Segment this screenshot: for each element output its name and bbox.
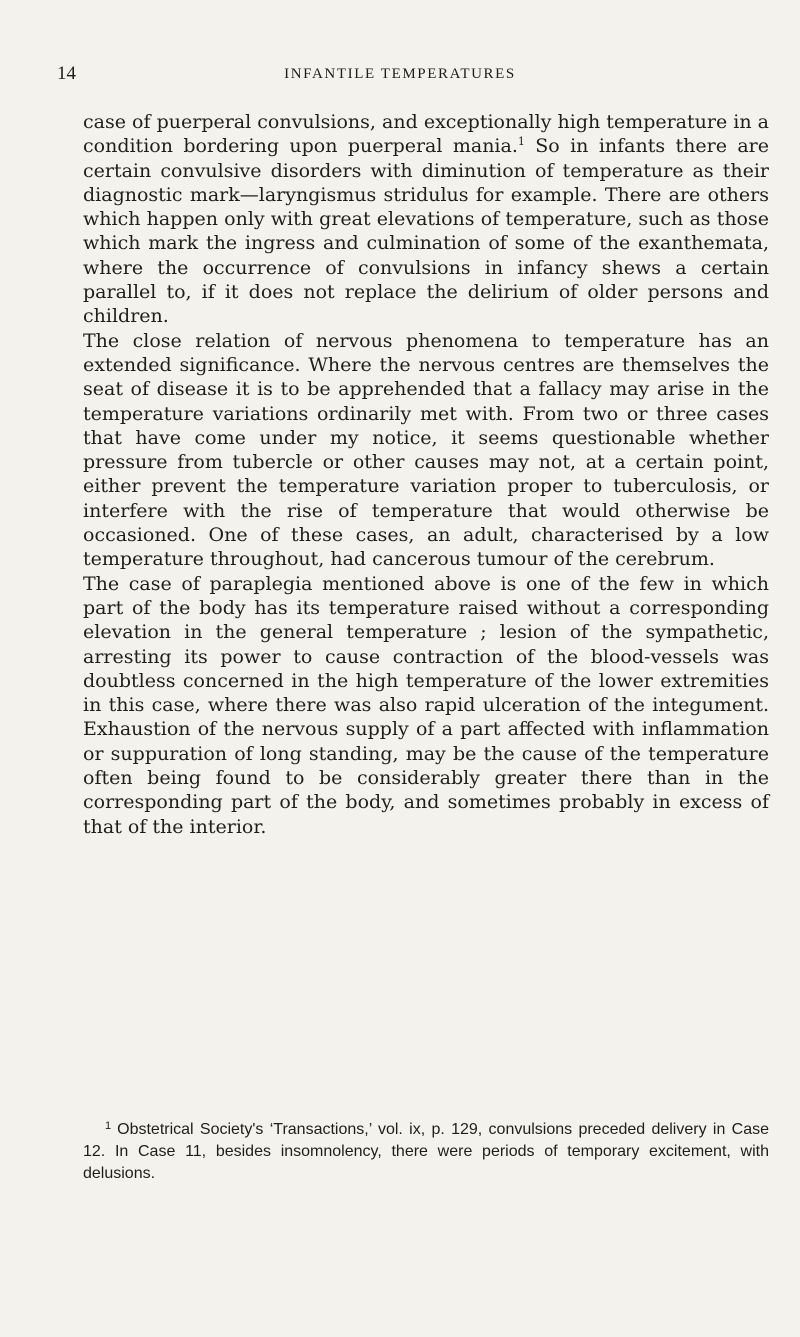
paragraph-1 <box>83 110 769 329</box>
footnotes <box>83 1119 769 1185</box>
footnote-reference: 1 <box>517 135 525 149</box>
paragraph-1-continuation: So in infants there are certain convulsive disorders with diminution of temperature as their diagnostic mark—laryngismus stridulus for example. There are others which happen only with great elevations of temperature, such as those which mark the ingress and culmination of some of the exanthemata, where the occurrence of convulsions in infancy shews a certain parallel to, if it does not replace the delirium of older persons and children. <box>83 135 769 328</box>
page-number: 14 <box>57 63 76 84</box>
body-text <box>83 110 769 839</box>
footnote <box>83 1119 769 1185</box>
paragraph-1-text: case of puerperal convulsions, and exceptionally high temperature in a condition bordering upon puerperal mania. <box>83 111 769 158</box>
running-title: INFANTILE TEMPERATURES <box>284 66 516 82</box>
footnote-marker: 1 <box>105 1120 112 1132</box>
paragraph-3: The case of paraplegia mentioned above is one of the few in which part of the body has its temperature raised without a corresponding elevation in the general temperature ; lesion of the sympathetic, arresting its power to cause contraction of the blood-vessels was doubtless concerned in the high temperature of the lower extremities in this case, where there was also rapid ulceration of the integument. Exhaustion of the nervous supply of a part affected with inflammation or suppuration of long standing, may be the cause of the temperature often being found to be considerably greater there than in the corresponding part of the body, and sometimes probably in excess of that of the interior. <box>83 572 769 838</box>
footnote-text: Obstetrical Society's ‘Transactions,’ vol. ix, p. 129, convulsions preceded delivery in Case 12. In Case 11, besides insomnolency, there were periods of temporary excitement, with delusions. <box>83 1121 769 1182</box>
paragraph-2: The close relation of nervous phenomena to temperature has an extended significance. Where the nervous centres are themselves the seat of disease it is to be apprehended that a fallacy may arise in the temperature variations ordinarily met with. From two or three cases that have come under my notice, it seems questionable whether pressure from tubercle or other causes may not, at a certain point, either prevent the temperature variation proper to tuberculosis, or interfere with the rise of temperature that would otherwise be occasioned. One of these cases, an adult, characterised by a low temperature throughout, had cancerous tumour of the cerebrum. <box>83 329 769 571</box>
